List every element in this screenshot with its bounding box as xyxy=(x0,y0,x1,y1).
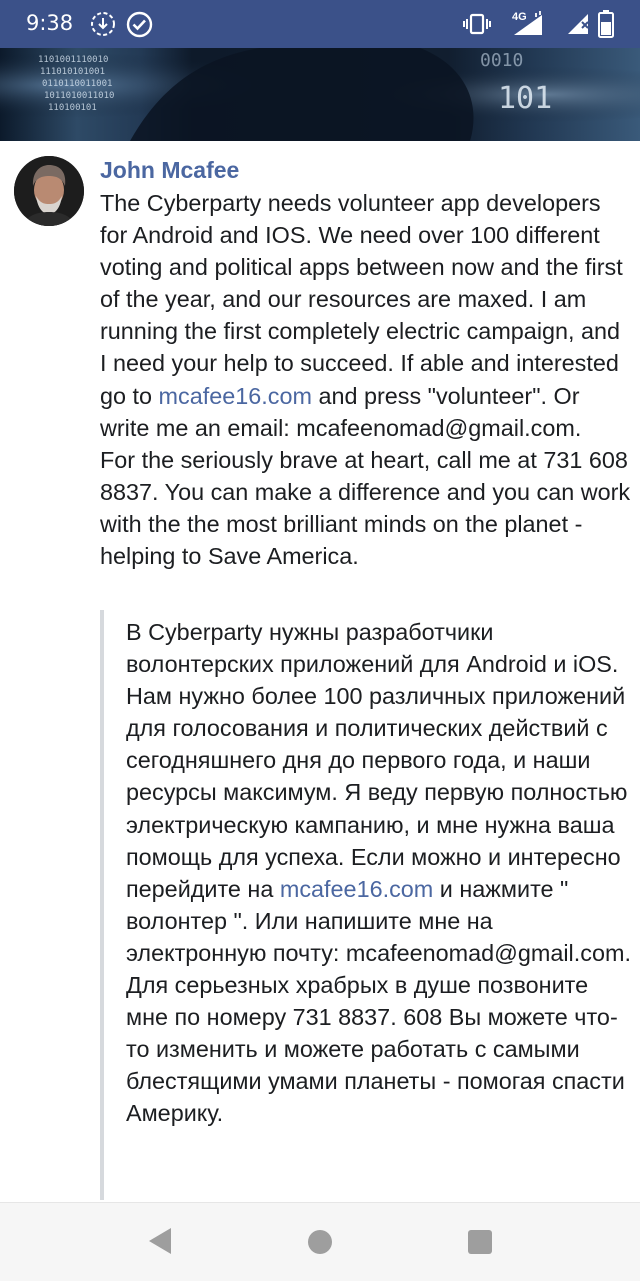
battery-icon xyxy=(598,10,614,43)
status-time: 9:38 xyxy=(26,11,74,35)
banner-digits-3: 0110110011001 xyxy=(42,79,113,89)
post-link[interactable]: mcafee16.com xyxy=(158,382,312,409)
banner-digits-2: 111010101001 xyxy=(40,67,106,77)
author-name[interactable]: John Mcafee xyxy=(100,157,240,183)
signal-icon xyxy=(506,9,544,42)
home-icon[interactable] xyxy=(306,1228,334,1261)
network-label: 4G xyxy=(512,11,527,23)
translation-link[interactable]: mcafee16.com xyxy=(279,875,434,902)
banner-digits-small: 0010 xyxy=(480,50,524,71)
download-icon xyxy=(90,11,116,42)
status-bar xyxy=(0,0,640,48)
translation-block xyxy=(100,610,640,1200)
check-circle-icon xyxy=(126,11,153,43)
translation-text xyxy=(126,616,632,1130)
post-text-after-link: and press "volunteer". Or write me an email: mcafeenomad@gmail.com. xyxy=(100,382,582,441)
translation-text-after-link: и нажмите " волонтер ". Или напишите мне на электронную почту: mcafeenomad@gmail.com. xyxy=(126,875,631,966)
vibrate-icon xyxy=(462,12,492,41)
post-text-before-link: The Cyberparty needs volunteer app developers for Android and IOS. We need over 100 different voting and political apps between now and the first of the year, and our resources are maxed. I am running the first completely electric campaign, and I need your help to succeed. If able and interested go to xyxy=(100,190,623,409)
recents-icon[interactable] xyxy=(466,1228,494,1261)
post-text xyxy=(100,187,632,572)
banner-digits-5: 110100101 xyxy=(48,103,97,113)
banner-digits-1: 1101001110010 xyxy=(38,55,109,65)
banner-digits-big: 101 xyxy=(498,81,553,116)
banner-digits-4: 1011010011010 xyxy=(44,91,115,101)
post-text-second-paragraph: For the seriously brave at heart, call me at 731 608 8837. You can make a difference and you can work with the the most brilliant minds on the planet - helping to Save America. xyxy=(100,446,631,570)
avatar[interactable] xyxy=(14,156,84,226)
navigation-bar xyxy=(0,1202,640,1281)
signal-no-data-icon xyxy=(566,10,592,41)
back-icon[interactable] xyxy=(145,1225,175,1262)
translation-text-before-link: В Cyberparty нужны разработчики волонтерских приложений для Android и iOS. Нам нужно более 100 различных приложений для голосования и политических действий с сегодняшнего дня до первого года, и наши ресурсы максимум. Я веду первую полностью электрическую кампанию, и мне нужна ваша помощь для успеха. Если можно и интересно перейдите на xyxy=(126,619,628,902)
translation-text-second-paragraph: Для серьезных храбрых в душе позвоните мне по номеру 731 8837. 608 Вы можете что-то изменить и можете работать с самыми блестящими умами планеты - помогая спасти Америку. xyxy=(126,972,625,1127)
cover-image xyxy=(0,48,640,141)
